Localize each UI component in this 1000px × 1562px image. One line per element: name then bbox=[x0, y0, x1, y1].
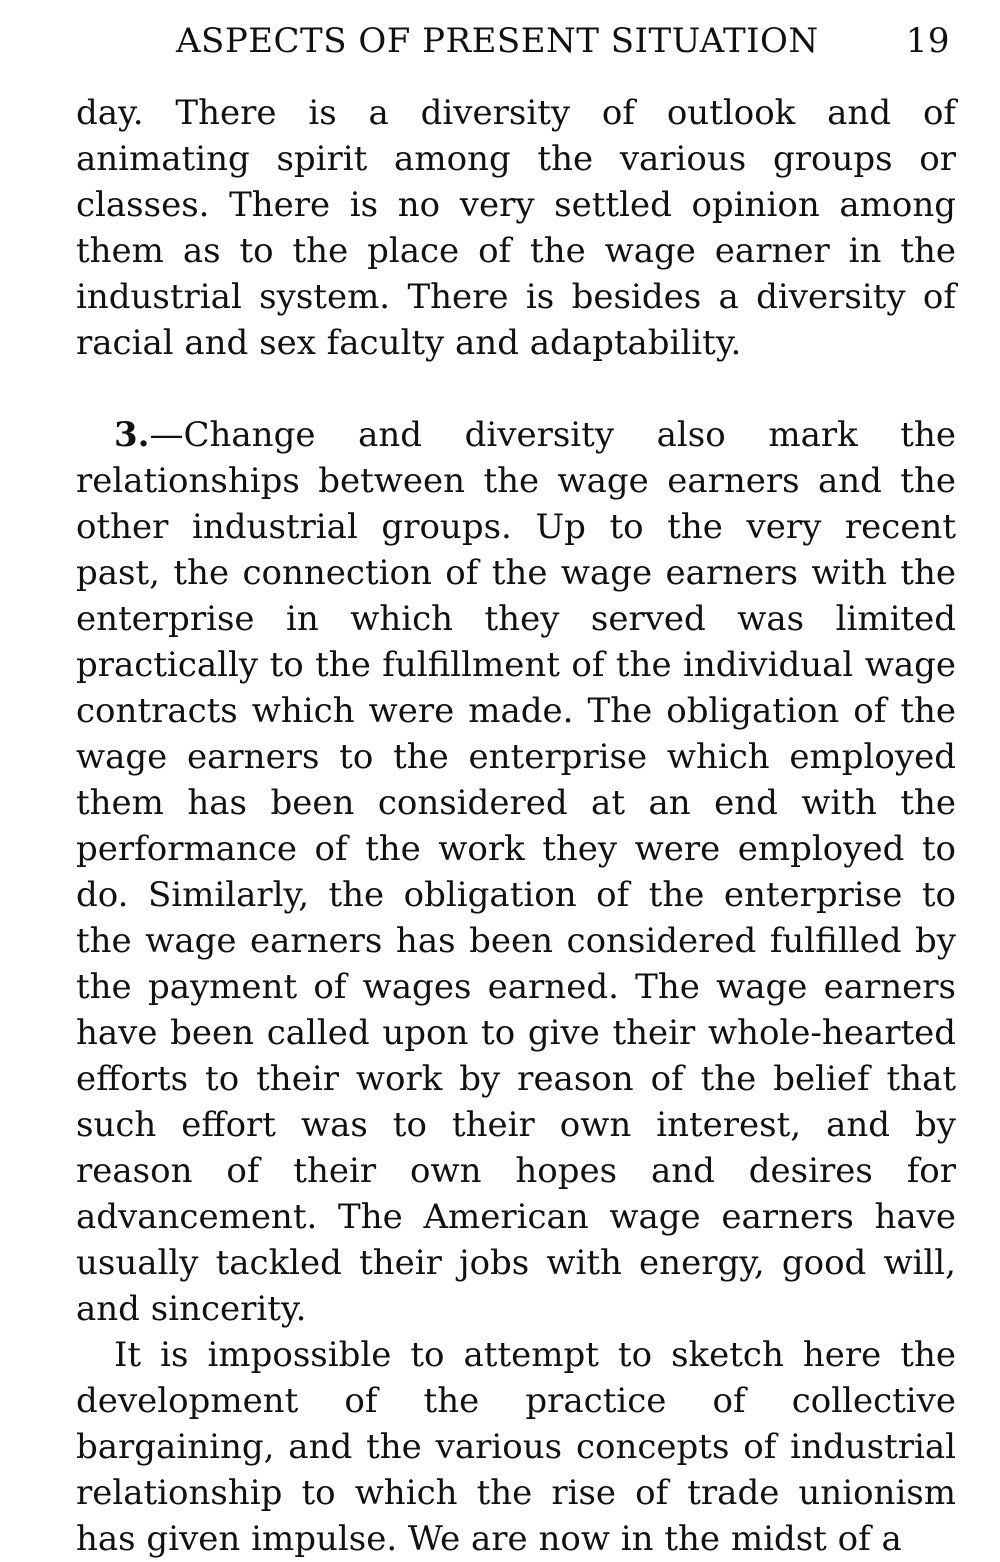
paragraph-text: —Change and diversity also mark the relationships between the wage earners and the other industrial groups. Up to the very recent past, the connection of the wage earners with the enterprise in which they served was limited practically to the fulfillment of the individual wage contracts which were made. The obligation of the wage earners to the enterprise which employed them has been considered at an end with the performance of the work they were employed to do. Similarly, the obligation of the enterprise to the wage earners has been considered fulfilled by the payment of wages earned. The wage earners have been called upon to give their whole-hearted efforts to their work by reason of the belief that such effort was to their own interest, and by reason of their own hopes and desires for advancement. The American wage earners have usually tackled their jobs with energy, good will, and sincerity. bbox=[76, 415, 956, 1329]
paragraph-text: day. There is a diversity of outlook and of animating spirit among the various groups or classes. There is no very settled opinion among them as to the place of the wage earner in the industrial system. There is besides a diversity of racial and sex faculty and adaptability. bbox=[76, 93, 956, 363]
page-number: 19 bbox=[905, 21, 950, 61]
paragraph-collective-bargaining bbox=[76, 1332, 956, 1562]
section-number: 3. bbox=[114, 415, 150, 455]
paragraph-text: It is impossible to attempt to sketch here the development of the practice of collective bargaining, and the various concepts of industrial relationship to which the rise of trade unionism has given impulse. We are now in the midst of a bbox=[76, 1335, 956, 1559]
paragraph-continued bbox=[76, 90, 956, 366]
running-header bbox=[76, 18, 956, 70]
book-page bbox=[76, 18, 956, 1559]
running-title: ASPECTS OF PRESENT SITUATION bbox=[176, 21, 819, 61]
paragraph-section-3 bbox=[76, 412, 956, 1332]
